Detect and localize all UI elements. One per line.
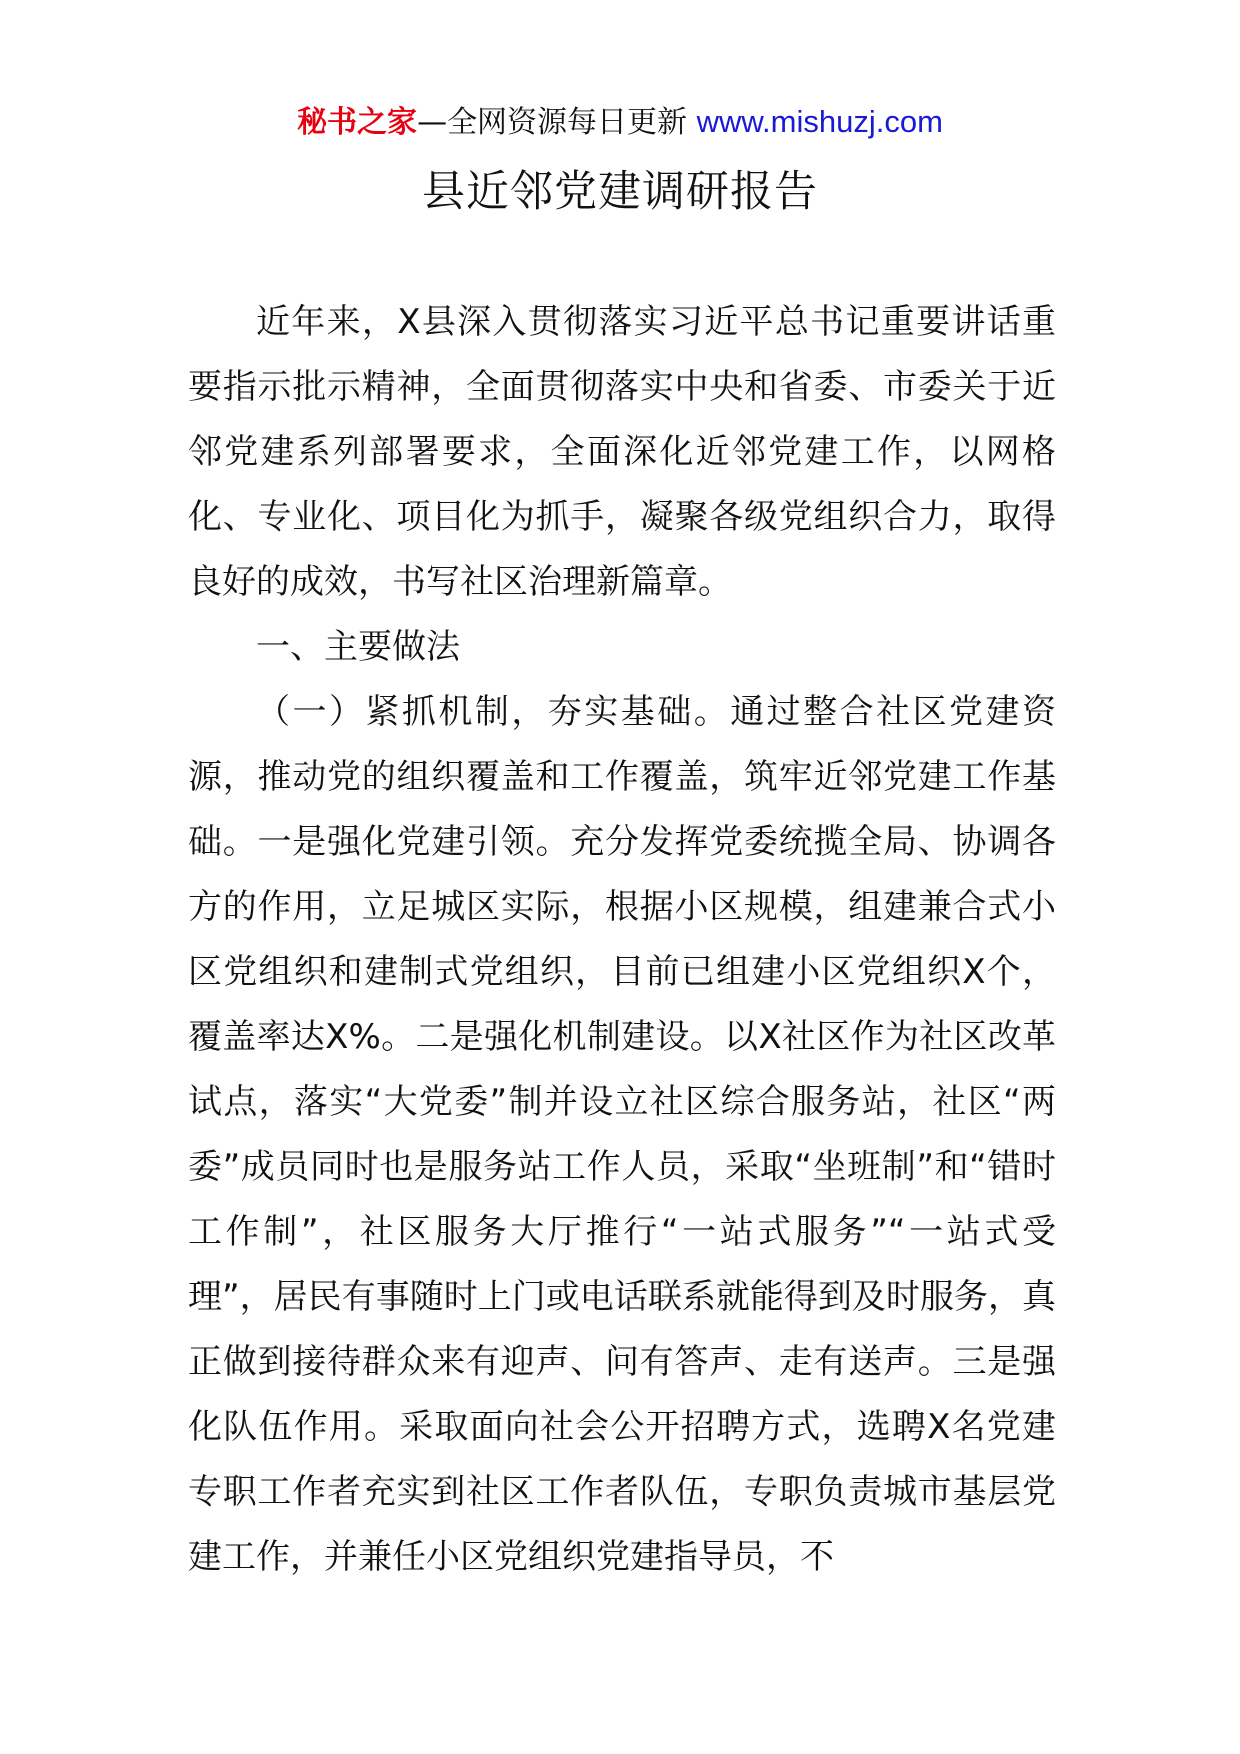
site-header [0,100,1240,145]
document-body [188,290,1056,1590]
paragraph-mechanism: （一）紧抓机制，夯实基础。通过整合社区党建资源，推动党的组织覆盖和工作覆盖，筑牢近邻党建工作基础。一是强化党建引领。充分发挥党委统揽全局、协调各方的作用，立足城区实际，根据小区规模，组建兼合式小区党组织和建制式党组织，目前已组建小区党组织X个，覆盖率达X%。二是强化机制建设。以X社区作为社区改革试点，落实“大党委”制并设立社区综合服务站，社区“两委”成员同时也是服务站工作人员，采取“坐班制”和“错时工作制”，社区服务大厅推行“一站式服务”“一站式受理”，居民有事随时上门或电话联系就能得到及时服务，真正做到接待群众来有迎声、问有答声、走有送声。三是强化队伍作用。采取面向社会公开招聘方式，选聘X名党建专职工作者充实到社区工作者队伍，专职负责城市基层党建工作，并兼任小区党组织党建指导员，不 [188,692,1056,1577]
paragraph-intro: 近年来，X县深入贯彻落实习近平总书记重要讲话重要指示批示精神，全面贯彻落实中央和省委、市委关于近邻党建系列部署要求，全面深化近邻党建工作，以网格化、专业化、项目化为抓手，凝聚各级党组织合力，取得良好的成效，书写社区治理新篇章。 [188,302,1056,602]
site-url-link[interactable]: www.mishuzj.com [696,104,943,139]
site-brand: 秘书之家 [297,105,418,140]
document-title: 县近邻党建调研报告 [422,167,818,217]
site-tagline: —全网资源每日更新 [417,105,688,140]
section-heading: 一、主要做法 [256,627,460,667]
